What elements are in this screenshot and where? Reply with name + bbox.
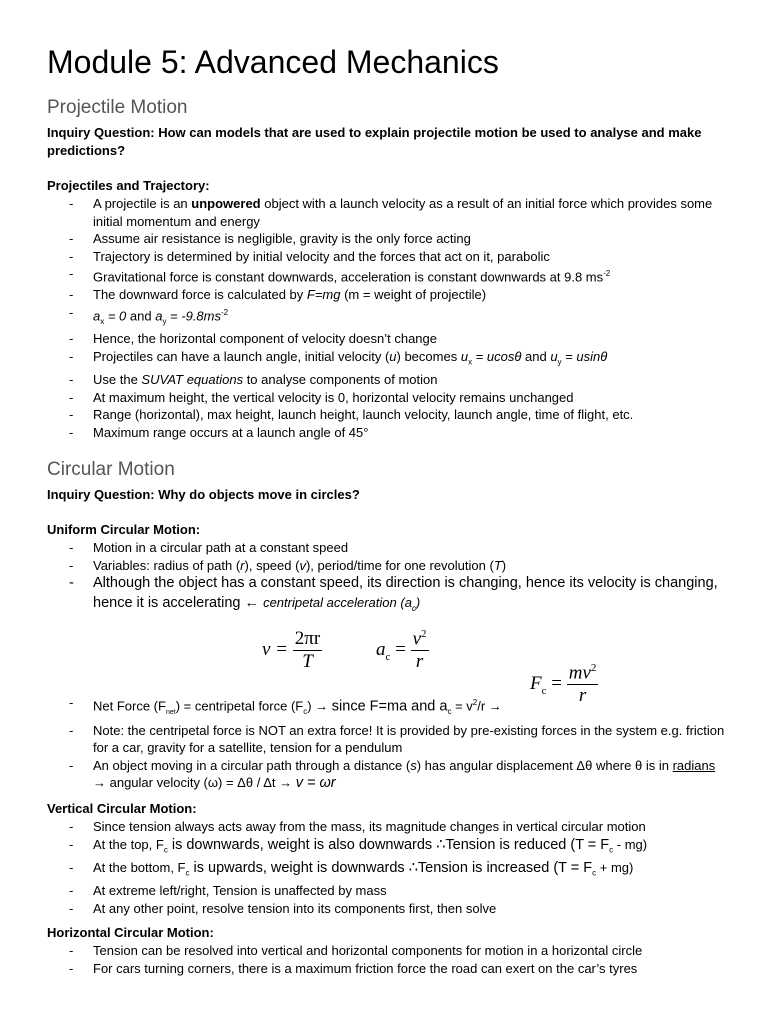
subheading-projectiles-trajectory: Projectiles and Trajectory: <box>47 178 210 193</box>
list-item: - Since tension always acts away from the mass, its magnitude changes in vertical circular motion <box>47 818 727 836</box>
horizontal-circular-bullet-list <box>47 942 727 977</box>
inquiry-question-circular: Inquiry Question: Why do objects move in circles? <box>47 487 360 502</box>
list-item: - At any other point, resolve tension into its components first, then solve <box>47 900 727 918</box>
list-item: - For cars turning corners, there is a maximum friction force the road can exert on the car’s tyres <box>47 960 727 978</box>
projectile-bullet-list <box>47 195 727 442</box>
subheading-vertical-circular: Vertical Circular Motion: <box>47 801 197 816</box>
list-item: - Net Force $(F_{net})$ = centripetal force $(F_c)$ → since F=ma and $a_c = v^2/r$ → <box>47 694 727 722</box>
section-heading-projectile: Projectile Motion <box>47 97 188 118</box>
centripetal-force-equation: $F_c$ = $\frac{mv^2}{r}$ <box>530 662 597 707</box>
list-item: - Trajectory is determined by initial velocity and the forces that act on it, parabolic <box>47 248 727 266</box>
list-item: - $a_x = 0$ and $a_y = -9.8ms^{-2}$ <box>47 304 727 331</box>
inquiry-question-projectile: Inquiry Question: How can models that are used to explain projectile motion be used to analyse and make predictions? <box>47 125 702 158</box>
page-title: Module 5: Advanced Mechanics <box>47 44 499 80</box>
vertical-circular-bullet-list <box>47 818 727 917</box>
list-item: - Assume air resistance is negligible, gravity is the only force acting <box>47 230 727 248</box>
list-item: - Variables: radius of path (r), speed (v), period/time for one revolution (T) <box>47 557 727 575</box>
list-item: - Note: the centripetal force is NOT an extra force! It is provided by pre-existing forces in the system e.g. friction for a car, gravity for a satellite, tension for a pendulum <box>47 722 727 757</box>
centripetal-acceleration-equation: $a_c$ = $\frac{v^2}{r}$ <box>376 628 427 673</box>
section-heading-circular: Circular Motion <box>47 459 175 480</box>
list-item: - Use the SUVAT equations to analyse components of motion <box>47 371 727 389</box>
subheading-horizontal-circular: Horizontal Circular Motion: <box>47 925 214 940</box>
subheading-uniform-circular: Uniform Circular Motion: <box>47 522 201 537</box>
list-item: - An object moving in a circular path through a distance (s) has angular displacement Δθ where θ is in radians → angular velocity (ω) = Δθ / Δt → v = ωr <box>47 757 727 793</box>
circular-more-bullet-list <box>47 694 727 793</box>
list-item: - At the top, $F_c$ is downwards, weight is also downwards ∴Tension is reduced $(T = F_c - mg)$ <box>47 836 727 859</box>
uniform-circular-bullet-list <box>47 539 727 618</box>
list-item: - Projectiles can have a launch angle, initial velocity (u) becomes $u_x = ucos\theta$ and $u_y = usin\theta$ <box>47 348 727 371</box>
list-item: - At maximum height, the vertical velocity is 0, horizontal velocity remains unchanged <box>47 389 727 407</box>
list-item: - At the bottom, $F_c$ is upwards, weight is downwards ∴Tension is increased $(T = F_c + mg)$ <box>47 859 727 882</box>
list-item: - Although the object has a constant speed, its direction is changing, hence its velocity is changing, hence it is accelerating ← centripetal acceleration $(a_c)$ <box>47 574 727 618</box>
velocity-equation: v = $\frac{2\pi r}{T}$ <box>262 628 321 672</box>
list-item: - At extreme left/right, Tension is unaffected by mass <box>47 882 727 900</box>
list-item: - Tension can be resolved into vertical and horizontal components for motion in a horizontal circle <box>47 942 727 960</box>
list-item: - Gravitational force is constant downwards, acceleration is constant downwards at 9.8 $ms^{-2}$ <box>47 265 727 286</box>
list-item: - Maximum range occurs at a launch angle of 45° <box>47 424 727 442</box>
list-item: - A projectile is an unpowered object with a launch velocity as a result of an initial force which provides some initial momentum and energy <box>47 195 727 230</box>
list-item: - The downward force is calculated by F=mg (m = weight of projectile) <box>47 286 727 304</box>
list-item: - Motion in a circular path at a constant speed <box>47 539 727 557</box>
list-item: - Range (horizontal), max height, launch height, launch velocity, launch angle, time of flight, etc. <box>47 406 727 424</box>
list-item: - Hence, the horizontal component of velocity doesn’t change <box>47 330 727 348</box>
